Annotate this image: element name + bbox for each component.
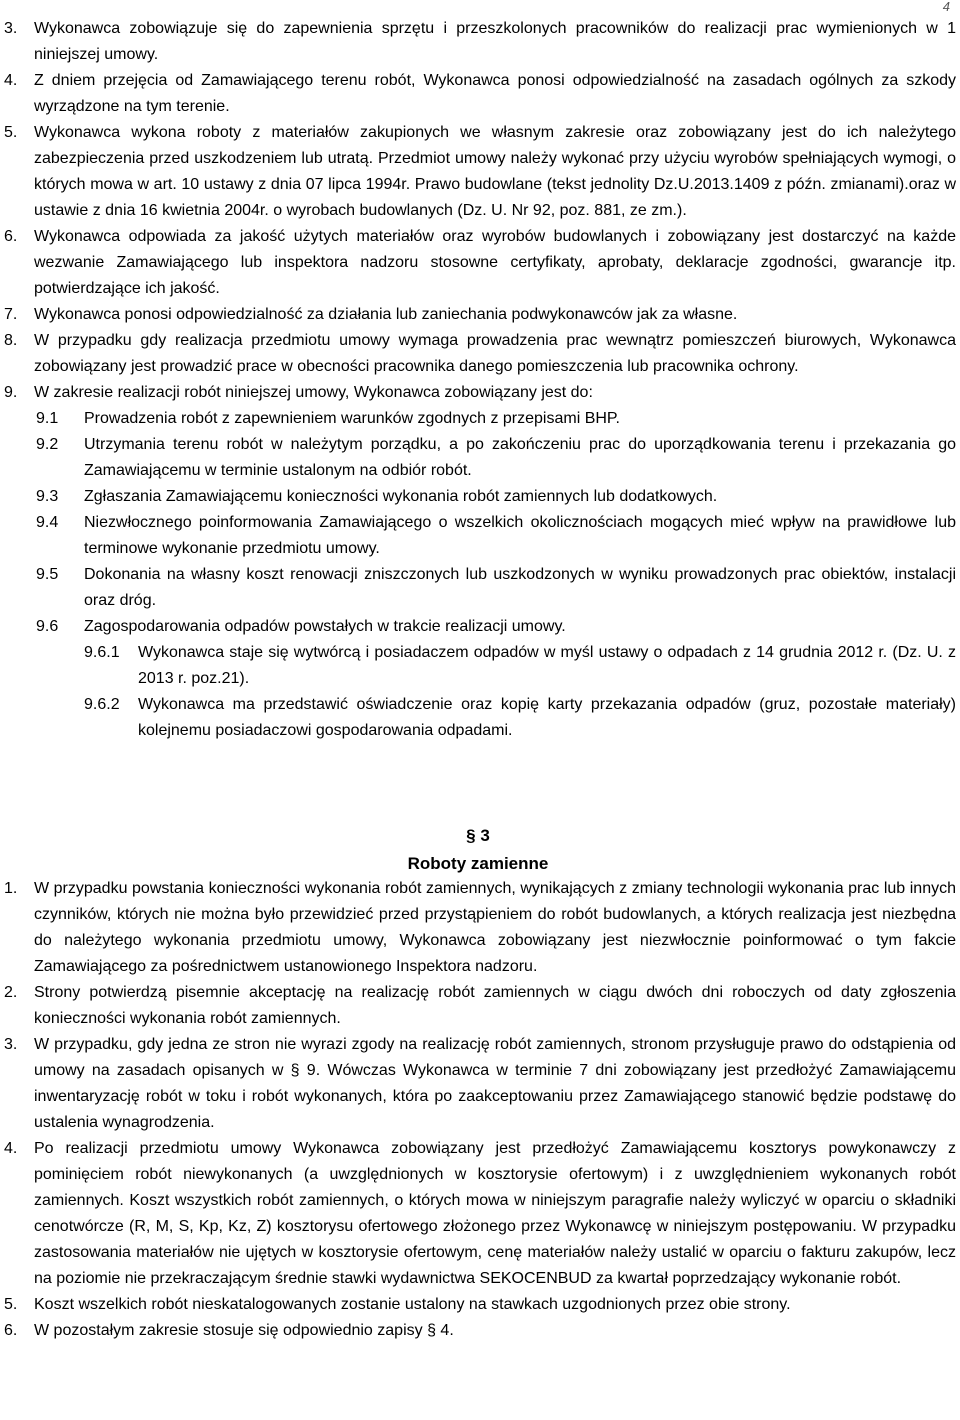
item-number: 4.: [4, 1140, 18, 1157]
sub-sub-item-9-6-2: [0, 692, 956, 744]
list-item-5: [0, 120, 956, 224]
section-heading: [0, 822, 956, 878]
sub-item-text: Utrzymania terenu robót w należytym porządku, a po zakończeniu prac do uporządkowania terenu i przekazania go Zamawiającemu w terminie ustalonym na odbiór robót.: [84, 436, 956, 479]
section-item-6: [0, 1318, 956, 1344]
sub-item-text: Prowadzenia robót z zapewnieniem warunków zgodnych z przepisami BHP.: [84, 410, 620, 427]
item-text: Wykonawca odpowiada za jakość użytych materiałów oraz wyrobów budowlanych i zobowiązany jest dostarczyć na każde wezwanie Zamawiającego lub inspektora nadzoru stosowne certyfikaty, aprobaty, deklaracje zgodności, gwarancje itp. potwierdzające ich jakość.: [34, 228, 956, 297]
item-text: Koszt wszelkich robót nieskatalogowanych zostanie ustalony na stawkach uzgodnionych przez obie strony.: [34, 1296, 791, 1313]
item-text: W przypadku gdy realizacja przedmiotu umowy wymaga prowadzenia prac wewnątrz pomieszczeń biurowych, Wykonawca zobowiązany jest prowadzić prace w obecności pracownika danego pomieszczenia lub pracownika ochrony.: [34, 332, 956, 375]
item-text: W przypadku powstania konieczności wykonania robót zamiennych, wynikających z zmiany technologii wykonania prac lub innych czynników, których nie można było przewidzieć przed przystąpieniem do robót budowlanych, a których realizacja jest niezbędna do należytego wykonania przedmiotu umowy, Wykonawca zobowiązany jest niezwłocznie poinformować o tym fakcie Zamawiającego za pośrednictwem ustanowionego Inspektora nadzoru.: [34, 880, 956, 975]
item-number: 8.: [4, 332, 18, 349]
sub-sub-item-text: Wykonawca staje się wytwórcą i posiadaczem odpadów w myśl ustawy o odpadach z 14 grudnia 2012 r. (Dz. U. z 2013 r. poz.21).: [138, 644, 956, 687]
sub-sub-item-number: 9.6.2: [84, 696, 120, 713]
sub-item-9-4: [0, 510, 956, 562]
section-item-3: [0, 1032, 956, 1136]
section-item-2: [0, 980, 956, 1032]
section-item-1: [0, 876, 956, 980]
list-item-6: [0, 224, 956, 302]
sub-item-9-2: [0, 432, 956, 484]
item-number: 9.: [4, 384, 18, 401]
sub-item-number: 9.4: [36, 514, 59, 531]
section-title: Roboty zamienne: [407, 854, 549, 873]
sub-item-text: Zagospodarowania odpadów powstałych w trakcie realizacji umowy.: [84, 618, 566, 635]
item-number: 6.: [4, 1322, 18, 1339]
sub-item-number: 9.3: [36, 488, 59, 505]
item-text: Z dniem przejęcia od Zamawiającego terenu robót, Wykonawca ponosi odpowiedzialność na zasadach ogólnych za szkody wyrządzone na tym terenie.: [34, 72, 956, 115]
list-item-9: [0, 380, 956, 406]
section-item-5: [0, 1292, 956, 1318]
document-body-section: [0, 876, 956, 1344]
item-number: 5.: [4, 124, 18, 141]
page-number: 4: [942, 0, 950, 14]
sub-sub-item-text: Wykonawca ma przedstawić oświadczenie oraz kopię karty przekazania odpadów (gruz, pozostałe materiały) kolejnemu posiadaczowi gospodarowania odpadami.: [138, 696, 956, 739]
item-text: W zakresie realizacji robót niniejszej umowy, Wykonawca zobowiązany jest do:: [34, 384, 593, 401]
sub-item-9-1: [0, 406, 956, 432]
item-number: 6.: [4, 228, 18, 245]
document-body-top: [0, 16, 956, 744]
sub-item-text: Zgłaszania Zamawiającemu konieczności wykonania robót zamiennych lub dodatkowych.: [84, 488, 718, 505]
item-number: 3.: [4, 1036, 18, 1053]
item-text: Wykonawca ponosi odpowiedzialność za działania lub zaniechania podwykonawców jak za własne.: [34, 306, 738, 323]
sub-item-text: Niezwłocznego poinformowania Zamawiającego o wszelkich okolicznościach mogących mieć wpływ na prawidłowe lub terminowe wykonanie przedmiotu umowy.: [84, 514, 956, 557]
item-text: Wykonawca wykona roboty z materiałów zakupionych we własnym zakresie oraz zobowiązany jest do ich należytego zabezpieczenia przed uszkodzeniem lub utratą. Przedmiot umowy należy wykonać przy użyciu wyrobów spełniających wymogi, o których mowa w art. 10 ustawy z dnia 07 lipca 1994r. Prawo budowlane (tekst jednolity Dz.U.2013.1409 z późn. zmianami).oraz w ustawie z dnia 16 kwietnia 2004r. o wyrobach budowlanych (Dz. U. Nr 92, poz. 881, ze zm.).: [34, 124, 956, 219]
sub-sub-item-number: 9.6.1: [84, 644, 120, 661]
list-item-4: [0, 68, 956, 120]
item-text: Wykonawca zobowiązuje się do zapewnienia sprzętu i przeszkolonych pracowników do realizacji prac wymienionych w 1 niniejszej umowy.: [34, 20, 956, 63]
item-text: W przypadku, gdy jedna ze stron nie wyrazi zgody na realizację robót zamiennych, stronom przysługuje prawo do odstąpienia od umowy na zasadach opisanych w § 9. Wówczas Wykonawca w terminie 7 dni zobowiązany jest przedłożyć Zamawiającemu inwentaryzację robót w toku i robót wykonanych, która po zaakceptowaniu przez Zamawiającego stanowić będzie podstawę do ustalenia wynagrodzenia.: [34, 1036, 956, 1131]
sub-item-9-6: [0, 614, 956, 640]
sub-item-9-3: [0, 484, 956, 510]
item-number: 5.: [4, 1296, 18, 1313]
list-item-7: [0, 302, 956, 328]
sub-item-number: 9.5: [36, 566, 59, 583]
sub-item-number: 9.2: [36, 436, 59, 453]
sub-item-number: 9.6: [36, 618, 59, 635]
item-number: 3.: [4, 20, 18, 37]
item-number: 1.: [4, 880, 18, 897]
sub-item-9-5: [0, 562, 956, 614]
section-number: § 3: [466, 826, 490, 845]
sub-sub-item-9-6-1: [0, 640, 956, 692]
sub-item-number: 9.1: [36, 410, 59, 427]
item-text: Po realizacji przedmiotu umowy Wykonawca zobowiązany jest przedłożyć Zamawiającemu kosztorys powykonawczy z pominięciem robót niewykonanych (a uwzględnionych w kosztorysie ofertowym) i z uwzględnieniem wykonanych robót zamiennych. Koszt wszystkich robót zamiennych, o których mowa w niniejszym paragrafie należy wyliczyć w oparciu o składniki cenotwórcze (R, M, S, Kp, Kz, Z) kosztorysu ofertowego złożonego przez Wykonawcę w niniejszym postępowaniu. W przypadku zastosowania materiałów nie ujętych w kosztorysie ofertowym, cenę materiałów należy ustalić w oparciu o fakturu zakupów, lecz na poziomie nie przekraczającym średnie stawki wydawnictwa SEKOCENBUD za kwartał poprzedzający wykonanie robót.: [34, 1140, 956, 1287]
item-text: Strony potwierdzą pisemnie akceptację na realizację robót zamiennych w ciągu dwóch dni roboczych od daty zgłoszenia konieczności wykonania robót zamiennych.: [34, 984, 956, 1027]
item-number: 2.: [4, 984, 18, 1001]
list-item-3: [0, 16, 956, 68]
item-number: 7.: [4, 306, 18, 323]
list-item-8: [0, 328, 956, 380]
section-item-4: [0, 1136, 956, 1292]
item-text: W pozostałym zakresie stosuje się odpowiednio zapisy § 4.: [34, 1322, 454, 1339]
item-number: 4.: [4, 72, 18, 89]
sub-item-text: Dokonania na własny koszt renowacji zniszczonych lub uszkodzonych w wyniku prowadzonych prac obiektów, instalacji oraz dróg.: [84, 566, 956, 609]
